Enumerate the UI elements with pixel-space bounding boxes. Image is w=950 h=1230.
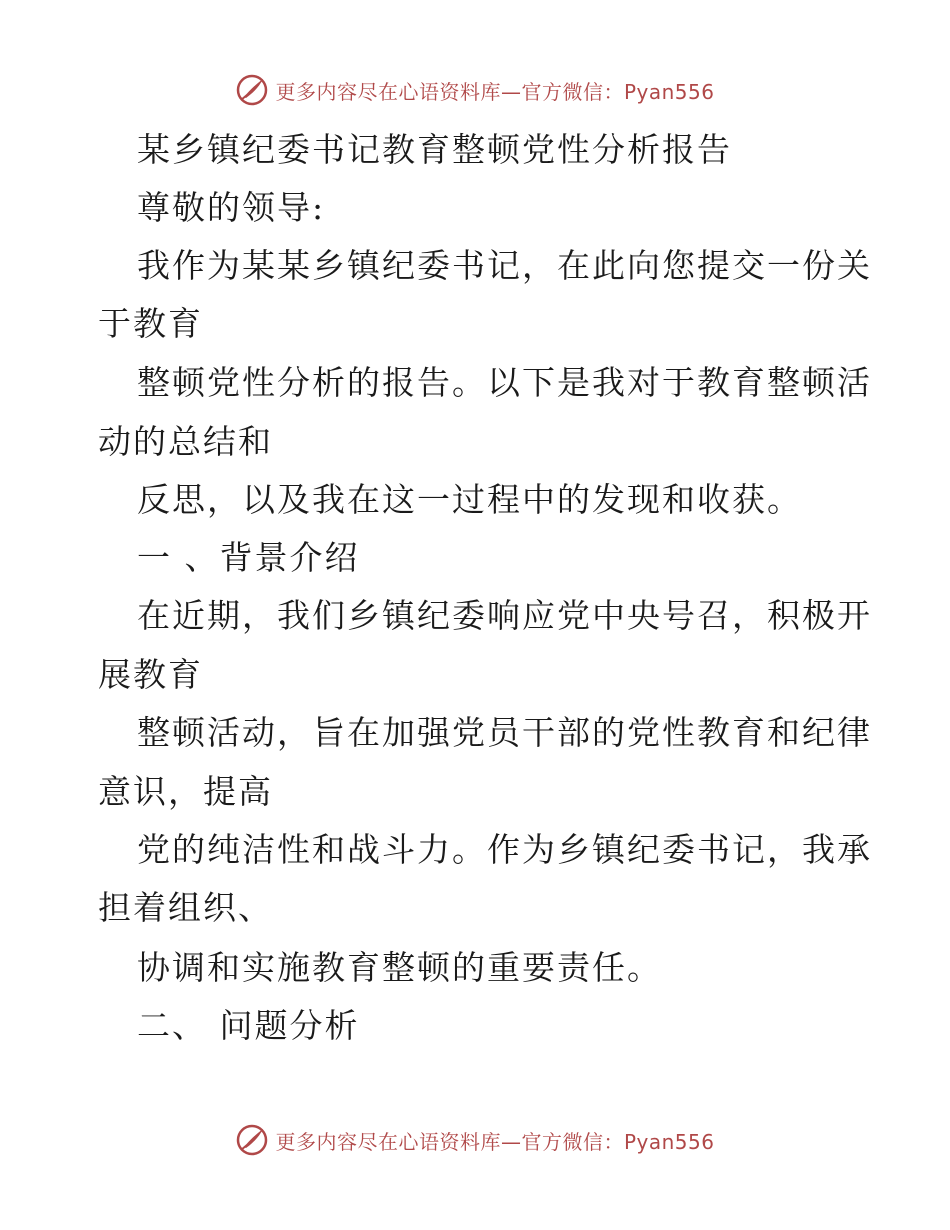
paragraph-line: 我作为某某乡镇纪委书记，在此向您提交一份关 xyxy=(137,246,872,285)
paragraph-line: 反思，以及我在这一过程中的发现和收获。 xyxy=(137,480,802,519)
paragraph-line: 整顿党性分析的报告。以下是我对于教育整顿活 xyxy=(137,363,872,402)
header-banner xyxy=(0,70,950,110)
paragraph-line: 展教育 xyxy=(98,655,203,694)
section-heading: 二、 问题分析 xyxy=(137,1006,360,1045)
salutation: 尊敬的领导: xyxy=(137,188,326,227)
paragraph-line: 动的总结和 xyxy=(98,422,273,461)
quill-circle-logo-icon xyxy=(235,73,269,107)
paragraph-line: 于教育 xyxy=(98,304,203,343)
document-title: 某乡镇纪委书记教育整顿党性分析报告 xyxy=(137,130,732,169)
paragraph-line: 整顿活动，旨在加强党员干部的党性教育和纪律 xyxy=(137,713,872,752)
quill-circle-logo-icon xyxy=(235,1123,269,1157)
footer-banner xyxy=(0,1120,950,1160)
banner-text: 更多内容尽在心语资料库—官方微信：Pyan556 xyxy=(275,1129,715,1154)
paragraph-line: 党的纯洁性和战斗力。作为乡镇纪委书记，我承 xyxy=(137,830,872,869)
banner-text: 更多内容尽在心语资料库—官方微信：Pyan556 xyxy=(275,79,715,104)
paragraph-line: 协调和实施教育整顿的重要责任。 xyxy=(137,948,662,987)
paragraph-line: 担着组织、 xyxy=(98,888,273,927)
paragraph-line: 意识，提高 xyxy=(98,772,273,811)
paragraph-line: 在近期，我们乡镇纪委响应党中央号召，积极开 xyxy=(137,596,872,635)
section-heading: 一 、背景介绍 xyxy=(137,538,360,577)
